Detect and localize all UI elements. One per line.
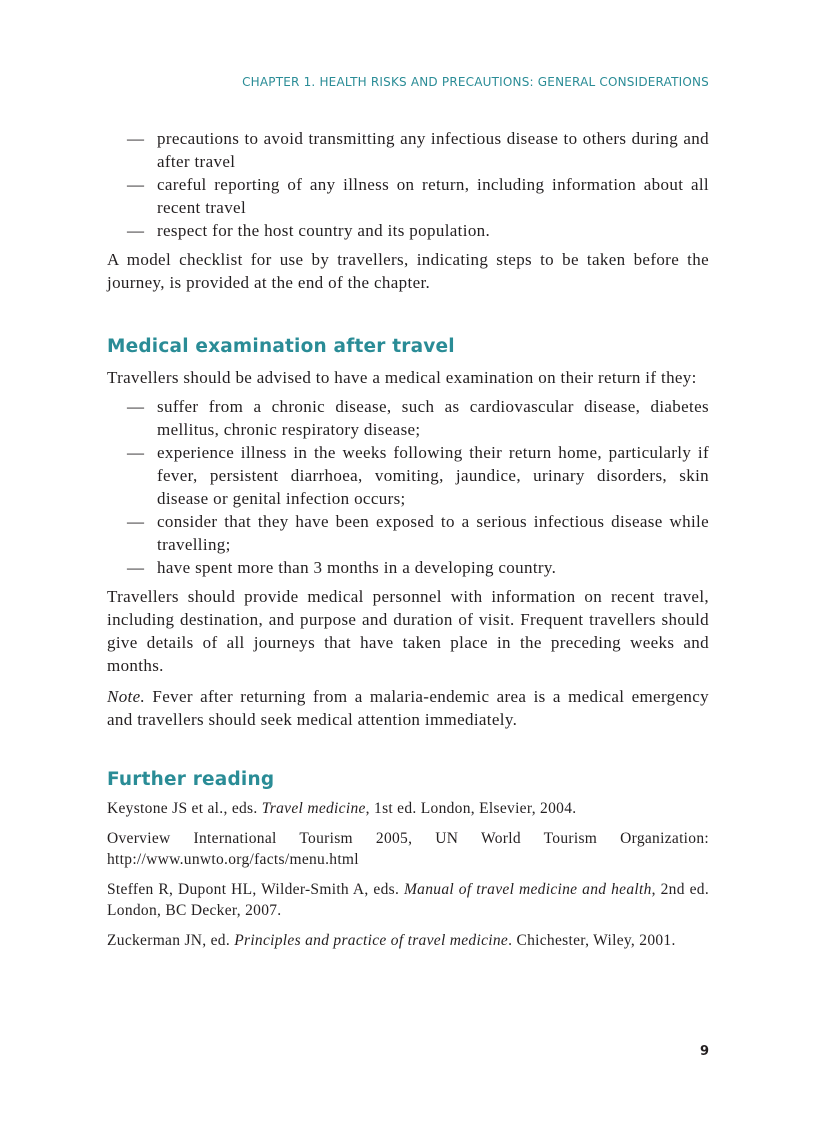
reference-title: Manual of travel medicine and health [403, 881, 652, 898]
list-item [107, 441, 709, 510]
list-item-text: careful reporting of any illness on return, including information about all recent travel [157, 175, 709, 217]
list-item-text: respect for the host country and its population. [157, 221, 491, 240]
list-item-text: experience illness in the weeks following their return home, particularly if fever, persistent diarrhoea, vomiting, jaundice, urinary disorders, skin disease or genital infection occurs; [157, 443, 709, 508]
page-number: 9 [699, 1044, 709, 1059]
reference-title: Principles and practice of travel medicine [234, 932, 509, 949]
reference-text: Keystone JS et al., eds. [107, 800, 262, 817]
reference-item [107, 828, 709, 870]
list-item [107, 219, 709, 242]
list-item [107, 173, 709, 219]
reference-text: . Chichester, Wiley, 2001. [508, 932, 676, 949]
list-item-text: have spent more than 3 months in a developing country. [157, 558, 557, 577]
list-item-text: precautions to avoid transmitting any infectious disease to others during and after travel [157, 129, 709, 171]
checklist-paragraph: A model checklist for use by travellers, indicating steps to be taken before the journey, is provided at the end of the chapter. [107, 250, 709, 292]
reference-text: , 2nd ed. London, BC Decker, 2007. [107, 881, 709, 919]
reference-text: Overview International Tourism 2005, UN World Tourism Organization: http://www.unwto.org/facts/menu.html [107, 830, 709, 868]
info-paragraph: Travellers should provide medical personnel with information on recent travel, including destination, and purpose and duration of visit. Frequent travellers should give details of all journeys that have taken place in the preceding weeks and months. [107, 587, 709, 675]
reference-item [107, 798, 709, 819]
dash-marker: — [127, 397, 145, 416]
running-header: CHAPTER 1. HEALTH RISKS AND PRECAUTIONS: GENERAL CONSIDERATIONS [242, 75, 709, 89]
list-item [107, 556, 709, 579]
reference-text: Steffen R, Dupont HL, Wilder-Smith A, eds. [107, 881, 404, 898]
dash-marker: — [127, 558, 145, 577]
dash-marker: — [127, 512, 145, 531]
medical-exam-heading: Medical examination after travel [107, 336, 455, 357]
medical-exam-lead: Travellers should be advised to have a medical examination on their return if they: [107, 368, 697, 387]
reference-text: , 1st ed. London, Elsevier, 2004. [365, 800, 577, 817]
dash-marker: — [127, 221, 145, 240]
page-content [107, 127, 709, 951]
further-reading-heading: Further reading [107, 769, 275, 790]
note-text: Fever after returning from a malaria-endemic area is a medical emergency and travellers should seek medical attention immediately. [107, 687, 709, 729]
note-label: Note. [107, 687, 146, 706]
list-item-text: consider that they have been exposed to a serious infectious disease while travelling; [157, 512, 709, 554]
list-item-text: suffer from a chronic disease, such as cardiovascular disease, diabetes mellitus, chronic respiratory disease; [157, 397, 709, 439]
dash-marker: — [127, 129, 145, 148]
intro-list [107, 127, 709, 242]
medical-exam-list [107, 395, 709, 579]
dash-marker: — [127, 443, 145, 462]
dash-marker: — [127, 175, 145, 194]
list-item [107, 510, 709, 556]
reference-text: Zuckerman JN, ed. [107, 932, 235, 949]
reference-title: Travel medicine [261, 800, 366, 817]
list-item [107, 395, 709, 441]
reference-item [107, 930, 709, 951]
list-item [107, 127, 709, 173]
note-paragraph [107, 685, 709, 731]
reference-item [107, 879, 709, 921]
